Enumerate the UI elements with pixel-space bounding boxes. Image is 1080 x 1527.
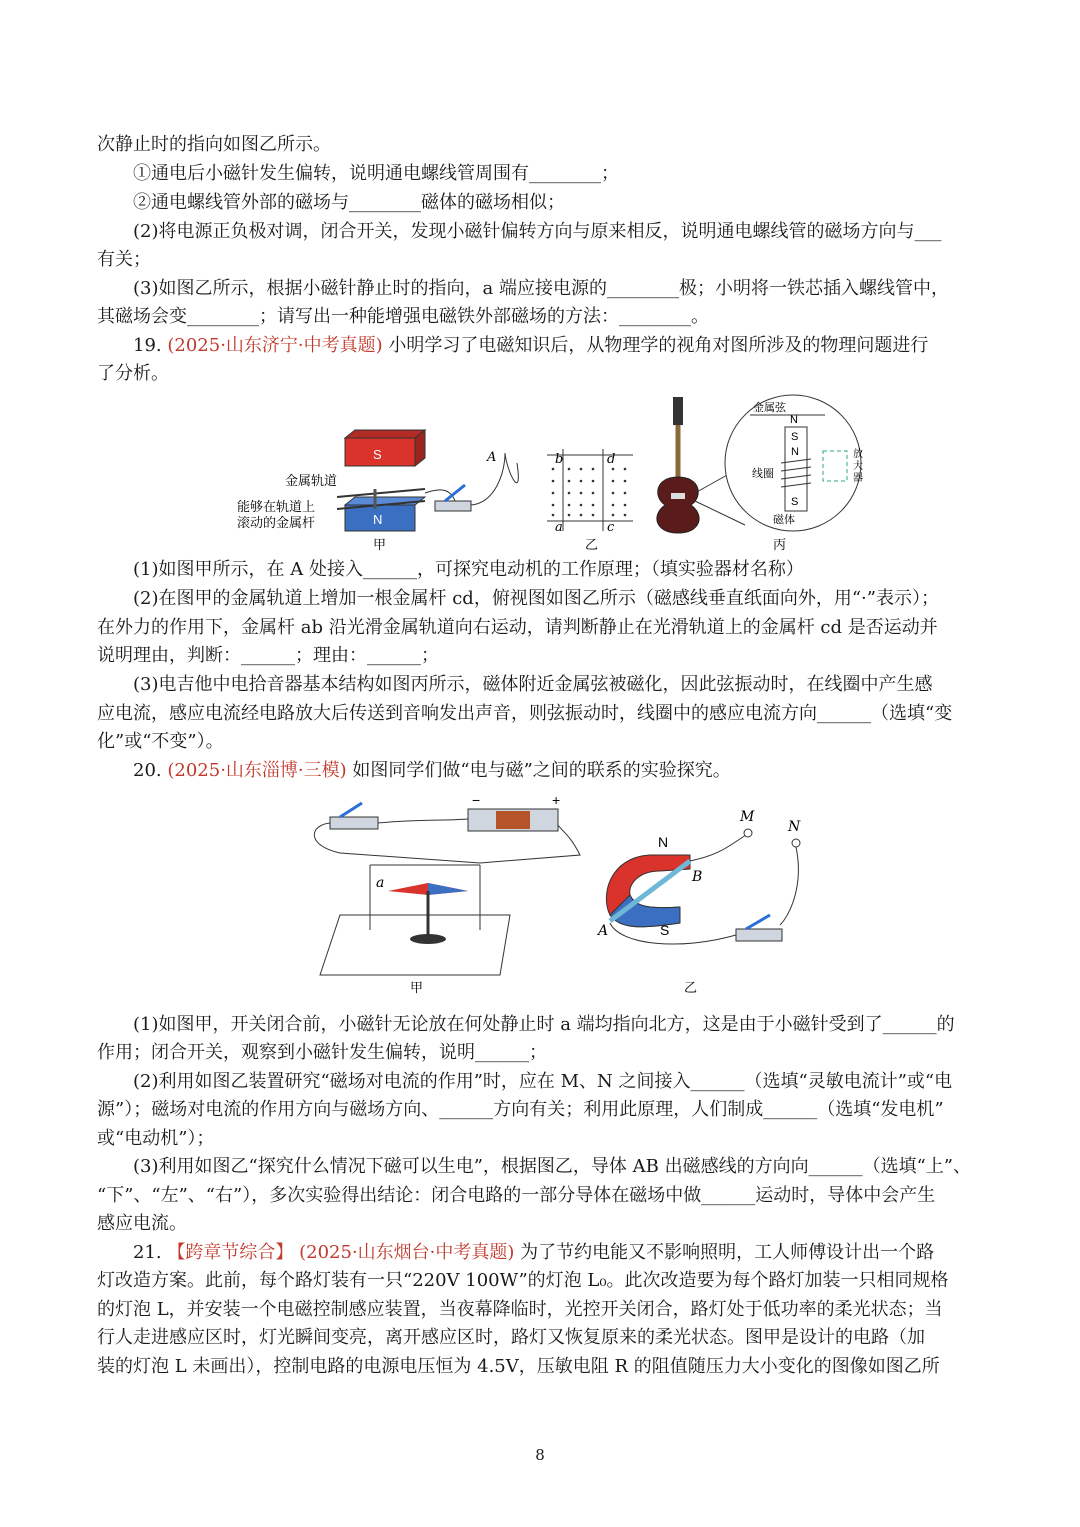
question-20-header	[133, 757, 1023, 785]
figure-19-yi	[547, 449, 633, 553]
text-line: 感应电流。	[97, 1213, 187, 1234]
text-line: (1)如图甲，开关闭合前，小磁针无论放在何处静止时 a 端均指向北方，这是由于小磁针受到了______的	[133, 1014, 955, 1035]
figure-20-yi	[596, 809, 801, 996]
b-label: b	[555, 452, 564, 467]
text-line: (3)如图乙所示，根据小磁针静止时的指向，a 端应接电源的________极；小明将一铁芯插入螺线管中，	[133, 278, 949, 299]
text-line: (3)电吉他中电拾音器基本结构如图丙所示，磁体附近金属弦被磁化，因此弦振动时，在线圈中产生感	[133, 674, 933, 695]
caption-yi: 乙	[585, 538, 599, 553]
figure-19-bing	[657, 395, 863, 553]
switch	[330, 817, 378, 829]
a2-label: a	[555, 520, 563, 535]
text-line: 说明理由，判断：______；理由：______；	[97, 645, 439, 666]
question-text: 为了节约电能又不影响照明，工人师傅设计出一个路	[520, 1242, 935, 1263]
guitar-head	[673, 397, 683, 425]
figure-20-jia	[314, 792, 580, 996]
svg-text:S: S	[791, 496, 799, 508]
d-label: d	[607, 452, 616, 467]
caption-jia: 甲	[373, 538, 387, 553]
page-number: 8	[535, 1446, 545, 1464]
text-line: 其磁场会变________；请写出一种能增强电磁铁外部磁场的方法：________。	[97, 306, 709, 327]
amp-label-1: 放	[853, 449, 863, 460]
text-line: 应电流，感应电流经电路放大后传送到音响发出声音，则弦振动时，线圈中的感应电流方向______（选填“变	[97, 703, 953, 724]
switch	[736, 929, 782, 941]
guitar-body	[657, 477, 699, 533]
tabletop	[320, 915, 510, 975]
figure-20	[300, 792, 820, 1000]
text-line: (3)利用如图乙“探究什么情况下磁可以生电”，根据图乙，导体 AB 出磁感线的方向向______（选填“上”、	[133, 1156, 971, 1177]
text-line: 次静止时的指向如图乙所示。	[97, 134, 331, 155]
c-label: c	[607, 520, 615, 535]
question-21-header	[133, 1239, 1023, 1267]
n-point-label: N	[788, 819, 801, 835]
question-source: (2025·山东济宁·中考真题)	[167, 335, 383, 356]
a-label: a	[376, 875, 385, 891]
rail-label: 金属轨道	[285, 474, 338, 489]
text-line: (2)将电源正负极对调，闭合开关，发现小磁针偏转方向与原来相反，说明通电螺线管的磁场方向与___	[133, 221, 942, 242]
text-line: 或“电动机”）；	[97, 1128, 215, 1149]
caption-jia: 甲	[410, 981, 424, 996]
s-pole-label: S	[660, 922, 670, 938]
text-line: 的灯泡 L，并安装一个电磁控制感应装置，当夜幕降临时，光控开关闭合，路灯处于低功率的柔光状态；当	[97, 1299, 943, 1320]
coil-label: 线圈	[752, 467, 774, 480]
text-line: 有关；	[97, 249, 151, 270]
question-19-header	[133, 332, 1023, 360]
question-text: 如图同学们做“电与磁”之间的联系的实验探究。	[352, 760, 731, 781]
text-line: 化”或“不变”）。	[97, 731, 224, 752]
amp-label-2: 大	[853, 461, 863, 472]
amp-label-3: 器	[853, 473, 863, 484]
a-point-label: A	[598, 923, 609, 939]
text-line: 源”）；磁场对电流的作用方向与磁场方向、______方向有关；利用此原理，人们制成______（选填“发电机”	[97, 1099, 944, 1120]
text-line: 灯改造方案。此前，每个路灯装有一只“220V 100W”的灯泡 L₀。此次改造要为每个路灯加装一只相同规格	[97, 1270, 949, 1291]
svg-text:N: N	[791, 446, 799, 458]
n-pole-label: N	[658, 834, 669, 850]
text-line: (2)在图甲的金属轨道上增加一根金属杆 cd，俯视图如图乙所示（磁感线垂直纸面向外，用“·”表示）；	[133, 588, 939, 609]
rod-label-1: 能够在轨道上	[237, 500, 316, 515]
question-source: (2025·山东烟台·中考真题)	[299, 1242, 515, 1263]
b-point-label: B	[692, 869, 703, 885]
text-line: ②通电螺线管外部的磁场与________磁体的磁场相似；	[133, 192, 565, 213]
a-label: A	[487, 450, 497, 465]
figure-19-jia	[237, 430, 518, 553]
caption-yi: 乙	[684, 981, 698, 996]
rod-label-2: 滚动的金属杆	[237, 516, 316, 531]
magnet-label: 磁体	[773, 513, 795, 526]
needle-blue	[428, 883, 468, 895]
plus-label: +	[552, 792, 561, 808]
s-label: S	[373, 447, 382, 462]
text-line: 装的灯泡 L 未画出），控制电路的电源电压恒为 4.5V，压敏电阻 R 的阻值随压力大小变化的图像如图乙所	[97, 1356, 940, 1377]
text-line: 行人走进感应区时，灯光瞬间变亮，离开感应区时，路灯又恢复原来的柔光状态。图甲是设计的电路（加	[97, 1327, 925, 1348]
text-line: 在外力的作用下，金属杆 ab 沿光滑金属轨道向右运动，请判断静止在光滑轨道上的金属杆 cd 是否运动并	[97, 617, 938, 638]
text-line: 了分析。	[97, 363, 169, 384]
caption-bing: 丙	[773, 538, 787, 553]
text-line: ①通电后小磁针发生偏转，说明通电螺线管周围有________；	[133, 163, 619, 184]
switch	[435, 501, 471, 511]
question-number: 20.	[133, 760, 162, 781]
string-label: 金属弦	[753, 401, 786, 414]
text-line: (2)利用如图乙装置研究“磁场对电流的作用”时，应在 M、N 之间接入______（选填“灵敏电流计”或“电	[133, 1071, 953, 1092]
question-text: 小明学习了电磁知识后，从物理学的视角对图所涉及的物理问题进行	[388, 335, 929, 356]
minus-label: −	[472, 792, 481, 808]
n-label: N	[373, 512, 383, 527]
question-number: 19.	[133, 335, 162, 356]
question-source: (2025·山东淄博·三模)	[167, 760, 347, 781]
text-line: (1)如图甲所示，在 A 处接入______，可探究电动机的工作原理；（填实验器材名称）	[133, 559, 804, 580]
svg-text:S: S	[791, 431, 799, 443]
figure-19	[225, 393, 863, 553]
m-label: M	[740, 809, 755, 825]
question-number: 21.	[133, 1242, 162, 1263]
text-line: “下”、“左”、“右”），多次实验得出结论：闭合电路的一部分导体在磁场中做______运动时，导体中会产生	[97, 1185, 936, 1206]
svg-text:N: N	[790, 414, 798, 426]
text-line: 作用；闭合开关，观察到小磁针发生偏转，说明______；	[97, 1042, 547, 1063]
question-tag: 【跨章节综合】	[167, 1242, 294, 1263]
